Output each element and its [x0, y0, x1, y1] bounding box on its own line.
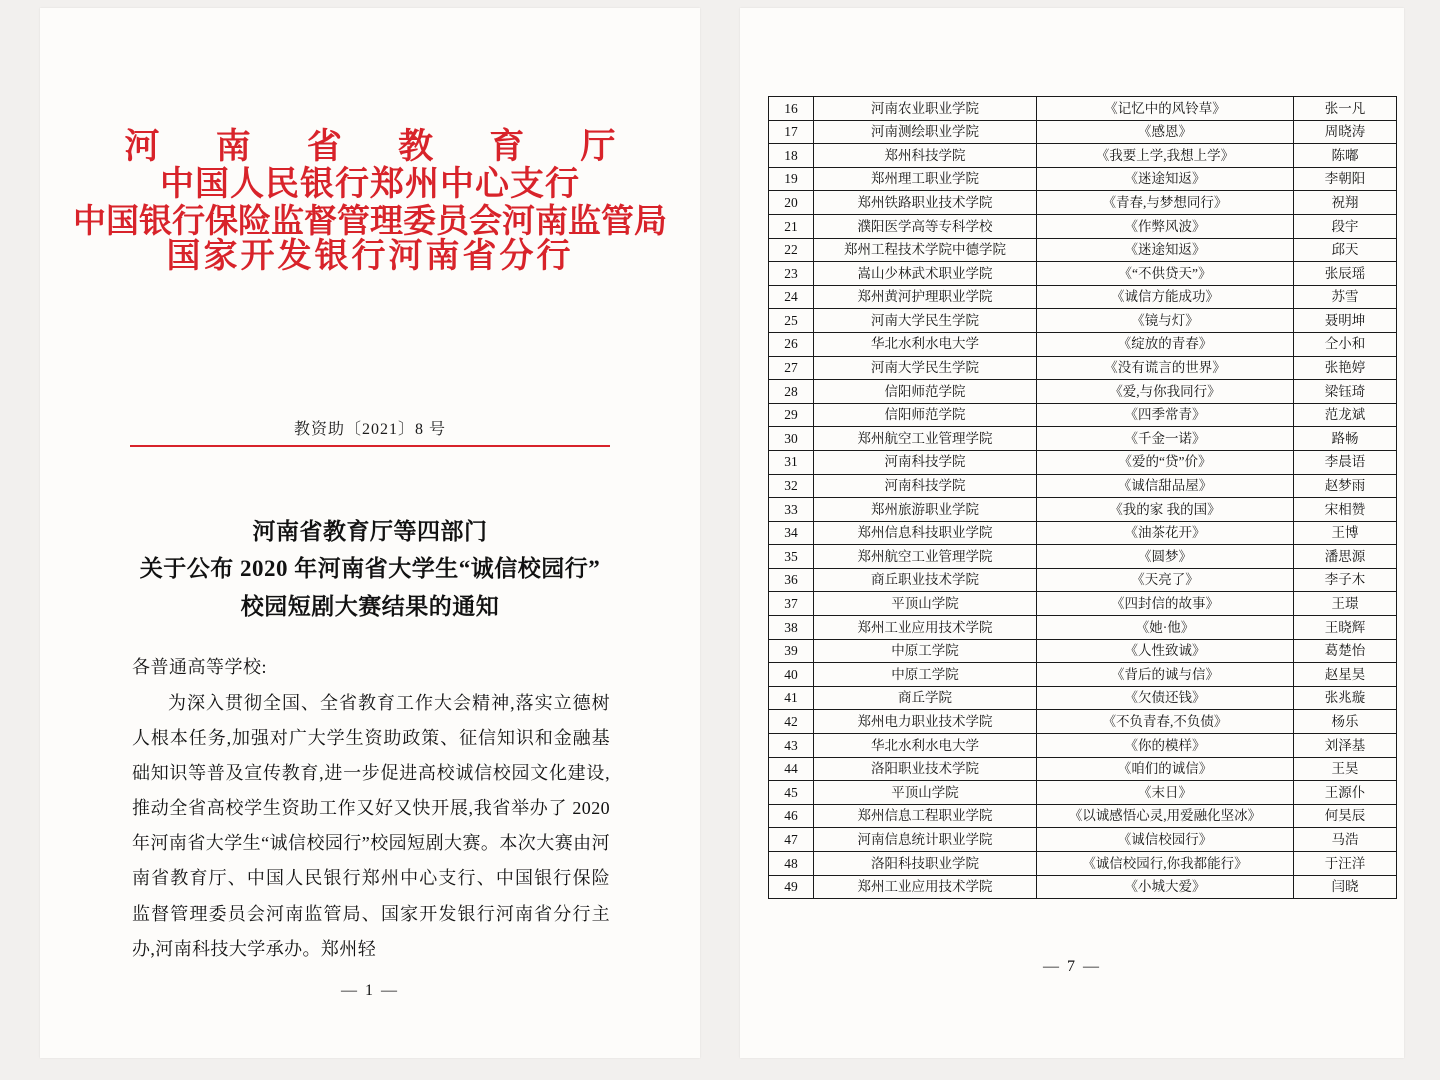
cell-work-title: 《末日》: [1037, 781, 1294, 805]
cell-school: 濮阳医学高等专科学校: [814, 214, 1037, 238]
document-page-right: [740, 8, 1404, 1058]
table-row: [769, 214, 1397, 238]
cell-author: 段宇: [1294, 214, 1397, 238]
cell-work-title: 《油茶花开》: [1037, 521, 1294, 545]
cell-school: 郑州黄河护理职业学院: [814, 285, 1037, 309]
cell-author: 聂明坤: [1294, 309, 1397, 333]
cell-work-title: 《我的家 我的国》: [1037, 498, 1294, 522]
cell-author: 王源仆: [1294, 781, 1397, 805]
table-row: [769, 781, 1397, 805]
table-row: [769, 262, 1397, 286]
cell-author: 祝翔: [1294, 191, 1397, 215]
cell-author: 王博: [1294, 521, 1397, 545]
cell-author: 王璟: [1294, 592, 1397, 616]
cell-author: 张辰瑶: [1294, 262, 1397, 286]
cell-school: 郑州科技学院: [814, 144, 1037, 168]
cell-school: 商丘职业技术学院: [814, 568, 1037, 592]
table-row: [769, 663, 1397, 687]
cell-work-title: 《不负青春,不负债》: [1037, 710, 1294, 734]
table-row: [769, 285, 1397, 309]
table-row: [769, 521, 1397, 545]
cell-school: 洛阳科技职业学院: [814, 852, 1037, 876]
cell-school: 河南农业职业学院: [814, 97, 1037, 121]
cell-number: 30: [769, 427, 814, 451]
table-row: [769, 356, 1397, 380]
table-row: [769, 309, 1397, 333]
cell-work-title: 《作弊风波》: [1037, 214, 1294, 238]
cell-school: 郑州工业应用技术学院: [814, 616, 1037, 640]
cell-author: 仝小和: [1294, 332, 1397, 356]
table-row: [769, 852, 1397, 876]
cell-author: 陈嘟: [1294, 144, 1397, 168]
table-row: [769, 734, 1397, 758]
cell-author: 李朝阳: [1294, 167, 1397, 191]
cell-number: 40: [769, 663, 814, 687]
table-row: [769, 120, 1397, 144]
table-row: [769, 332, 1397, 356]
cell-school: 洛阳职业技术学院: [814, 757, 1037, 781]
table-row: [769, 191, 1397, 215]
table-row: [769, 828, 1397, 852]
letterhead: [40, 128, 700, 275]
cell-author: 梁钰琦: [1294, 380, 1397, 404]
cell-number: 41: [769, 686, 814, 710]
cell-work-title: 《爱,与你我同行》: [1037, 380, 1294, 404]
table-row: [769, 686, 1397, 710]
table-row: [769, 167, 1397, 191]
document-page-left: [40, 8, 700, 1058]
cell-work-title: 《她·他》: [1037, 616, 1294, 640]
cell-author: 杨乐: [1294, 710, 1397, 734]
cell-number: 44: [769, 757, 814, 781]
cell-school: 郑州航空工业管理学院: [814, 427, 1037, 451]
cell-school: 河南科技学院: [814, 474, 1037, 498]
cell-school: 华北水利水电大学: [814, 734, 1037, 758]
cell-school: 平顶山学院: [814, 592, 1037, 616]
cell-number: 18: [769, 144, 814, 168]
table-row: [769, 757, 1397, 781]
cell-work-title: 《记忆中的风铃草》: [1037, 97, 1294, 121]
cell-number: 45: [769, 781, 814, 805]
table-row: [769, 97, 1397, 121]
cell-work-title: 《四季常青》: [1037, 403, 1294, 427]
cell-author: 宋相赞: [1294, 498, 1397, 522]
cell-school: 信阳师范学院: [814, 380, 1037, 404]
cell-work-title: 《咱们的诚信》: [1037, 757, 1294, 781]
cell-number: 37: [769, 592, 814, 616]
cell-work-title: 《爱的“贷”价》: [1037, 450, 1294, 474]
table-row: [769, 474, 1397, 498]
cell-author: 赵星昊: [1294, 663, 1397, 687]
cell-author: 赵梦雨: [1294, 474, 1397, 498]
cell-number: 22: [769, 238, 814, 262]
cell-work-title: 《镜与灯》: [1037, 309, 1294, 333]
letterhead-line-2: 中国人民银行郑州中心支行: [160, 163, 580, 204]
cell-number: 35: [769, 545, 814, 569]
cell-work-title: 《千金一诺》: [1037, 427, 1294, 451]
cell-school: 嵩山少林武术职业学院: [814, 262, 1037, 286]
cell-work-title: 《感恩》: [1037, 120, 1294, 144]
cell-author: 李子木: [1294, 568, 1397, 592]
cell-work-title: 《你的模样》: [1037, 734, 1294, 758]
table-row: [769, 875, 1397, 899]
cell-school: 郑州信息工程职业学院: [814, 804, 1037, 828]
cell-author: 马浩: [1294, 828, 1397, 852]
letterhead-line-3: 中国银行保险监督管理委员会河南监管局: [73, 200, 667, 240]
cell-school: 信阳师范学院: [814, 403, 1037, 427]
cell-author: 李晨语: [1294, 450, 1397, 474]
cell-author: 张艳婷: [1294, 356, 1397, 380]
table-row: [769, 639, 1397, 663]
cell-work-title: 《天亮了》: [1037, 568, 1294, 592]
table-row: [769, 568, 1397, 592]
cell-work-title: 《诚信方能成功》: [1037, 285, 1294, 309]
cell-number: 43: [769, 734, 814, 758]
cell-work-title: 《绽放的青春》: [1037, 332, 1294, 356]
cell-author: 张兆璇: [1294, 686, 1397, 710]
cell-work-title: 《“不供贷天”》: [1037, 262, 1294, 286]
award-results-table: [768, 96, 1397, 899]
cell-number: 25: [769, 309, 814, 333]
cell-number: 47: [769, 828, 814, 852]
page-title: [100, 513, 640, 625]
cell-number: 48: [769, 852, 814, 876]
cell-school: 郑州旅游职业学院: [814, 498, 1037, 522]
cell-number: 16: [769, 97, 814, 121]
cell-author: 闫晓: [1294, 875, 1397, 899]
cell-number: 17: [769, 120, 814, 144]
page-title-line-3: 校园短剧大赛结果的通知: [240, 593, 500, 619]
cell-work-title: 《人性致诚》: [1037, 639, 1294, 663]
page-title-line-2: 关于公布 2020 年河南省大学生“诚信校园行”: [139, 556, 601, 582]
table-row: [769, 450, 1397, 474]
table-row: [769, 238, 1397, 262]
cell-school: 华北水利水电大学: [814, 332, 1037, 356]
cell-school: 河南信息统计职业学院: [814, 828, 1037, 852]
cell-work-title: 《诚信校园行》: [1037, 828, 1294, 852]
cell-work-title: 《青春,与梦想同行》: [1037, 191, 1294, 215]
cell-author: 张一凡: [1294, 97, 1397, 121]
cell-school: 河南大学民生学院: [814, 356, 1037, 380]
cell-school: 郑州铁路职业技术学院: [814, 191, 1037, 215]
table-row: [769, 616, 1397, 640]
cell-work-title: 《迷途知返》: [1037, 238, 1294, 262]
cell-number: 21: [769, 214, 814, 238]
table-row: [769, 710, 1397, 734]
cell-author: 王昊: [1294, 757, 1397, 781]
cell-author: 刘泽基: [1294, 734, 1397, 758]
table-row: [769, 498, 1397, 522]
cell-number: 39: [769, 639, 814, 663]
cell-number: 34: [769, 521, 814, 545]
cell-school: 郑州理工职业学院: [814, 167, 1037, 191]
cell-author: 何昊辰: [1294, 804, 1397, 828]
cell-school: 中原工学院: [814, 663, 1037, 687]
cell-work-title: 《没有谎言的世界》: [1037, 356, 1294, 380]
page-title-line-1: 河南省教育厅等四部门: [252, 519, 488, 544]
cell-number: 23: [769, 262, 814, 286]
cell-work-title: 《诚信校园行,你我都能行》: [1037, 852, 1294, 876]
cell-work-title: 《四封信的故事》: [1037, 592, 1294, 616]
red-divider-rule: [130, 445, 610, 447]
cell-author: 潘思源: [1294, 545, 1397, 569]
cell-work-title: 《诚信甜品屋》: [1037, 474, 1294, 498]
table-row: [769, 427, 1397, 451]
body-paragraph: 为深入贯彻全国、全省教育工作大会精神,落实立德树人根本任务,加强对广大学生资助政策、征信知识和金融基础知识等普及宣传教育,进一步促进高校诚信校园文化建设,推动全省高校学生资助工作又好又快开展,我省举办了 2020 年河南省大学生“诚信校园行”校园短剧大赛。本次大赛由河南省教育厅、中国人民银行郑州中心支行、中国银行保险监督管理委员会河南监管局、国家开发银行河南省分行主办,河南科技大学承办。郑州轻: [132, 693, 610, 959]
cell-work-title: 《以诚感悟心灵,用爱融化坚冰》: [1037, 804, 1294, 828]
cell-school: 郑州工业应用技术学院: [814, 875, 1037, 899]
cell-number: 29: [769, 403, 814, 427]
cell-school: 河南科技学院: [814, 450, 1037, 474]
cell-number: 32: [769, 474, 814, 498]
cell-number: 28: [769, 380, 814, 404]
cell-number: 20: [769, 191, 814, 215]
cell-work-title: 《小城大爱》: [1037, 875, 1294, 899]
cell-school: 中原工学院: [814, 639, 1037, 663]
table-row: [769, 403, 1397, 427]
page-number-left: — 1 —: [341, 982, 399, 999]
table-row: [769, 380, 1397, 404]
letterhead-line-1: 河 南 省 教 育 厅: [124, 126, 638, 167]
table-row: [769, 144, 1397, 168]
cell-author: 王晓辉: [1294, 616, 1397, 640]
cell-number: 36: [769, 568, 814, 592]
cell-number: 24: [769, 285, 814, 309]
cell-work-title: 《迷途知返》: [1037, 167, 1294, 191]
cell-school: 河南大学民生学院: [814, 309, 1037, 333]
cell-author: 苏雪: [1294, 285, 1397, 309]
cell-author: 邱天: [1294, 238, 1397, 262]
cell-author: 于汪洋: [1294, 852, 1397, 876]
letterhead-line-4: 国家开发银行河南省分行: [166, 236, 574, 277]
cell-work-title: 《圆梦》: [1037, 545, 1294, 569]
cell-number: 42: [769, 710, 814, 734]
table-row: [769, 804, 1397, 828]
cell-work-title: 《我要上学,我想上学》: [1037, 144, 1294, 168]
cell-work-title: 《欠债还钱》: [1037, 686, 1294, 710]
cell-number: 26: [769, 332, 814, 356]
cell-school: 商丘学院: [814, 686, 1037, 710]
cell-school: 河南测绘职业学院: [814, 120, 1037, 144]
cell-number: 27: [769, 356, 814, 380]
cell-school: 平顶山学院: [814, 781, 1037, 805]
cell-author: 范龙斌: [1294, 403, 1397, 427]
cell-school: 郑州工程技术学院中德学院: [814, 238, 1037, 262]
cell-number: 46: [769, 804, 814, 828]
table-row: [769, 545, 1397, 569]
cell-school: 郑州信息科技职业学院: [814, 521, 1037, 545]
cell-work-title: 《背后的诚与信》: [1037, 663, 1294, 687]
salutation: 各普通高等学校:: [132, 657, 268, 677]
cell-author: 路畅: [1294, 427, 1397, 451]
cell-number: 31: [769, 450, 814, 474]
cell-number: 19: [769, 167, 814, 191]
cell-author: 周晓涛: [1294, 120, 1397, 144]
cell-number: 49: [769, 875, 814, 899]
cell-author: 葛楚怡: [1294, 639, 1397, 663]
cell-number: 38: [769, 616, 814, 640]
page-number-right: — 7 —: [1043, 958, 1101, 975]
cell-school: 郑州电力职业技术学院: [814, 710, 1037, 734]
cell-number: 33: [769, 498, 814, 522]
cell-school: 郑州航空工业管理学院: [814, 545, 1037, 569]
document-number: 教资助〔2021〕8 号: [293, 421, 446, 438]
table-row: [769, 592, 1397, 616]
